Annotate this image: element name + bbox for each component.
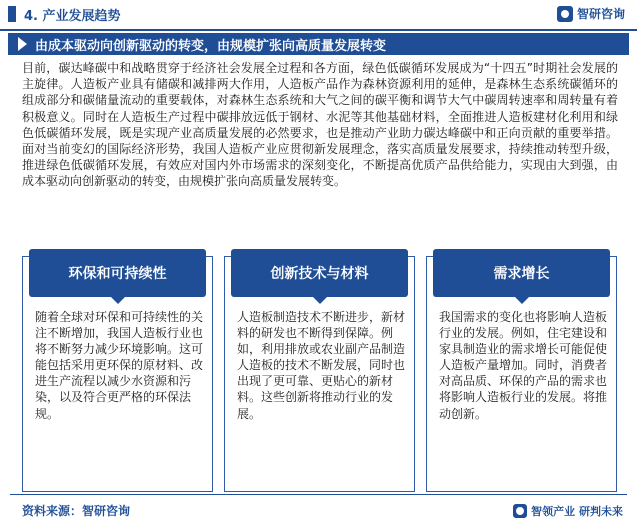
footer-divider (10, 494, 627, 495)
card-body: 随着全球对环保和可持续性的关注不断增加，我国人造板行业也将不断努力减少环境影响。这可能包括采用更环保的原材料、改进生产流程以减少水资源和污染，以及符合更严格的环保法规。 (35, 310, 204, 421)
brand-logo-icon (557, 6, 573, 22)
brand-logo-text: 智研咨询 (576, 7, 625, 21)
footer-slogan: 智领产业 研判未来 (531, 505, 623, 518)
chevron-right-icon (18, 37, 27, 51)
card-body: 人造板制造技术不断进步，新材料的研发也不断得到保障。例如，利用排放或农业副产品制造人造板的技术不断发展，同时也出现了更可靠、更贴心的新材料。这些创新将推动行业的发展。 (237, 310, 406, 421)
footer-logo (513, 503, 623, 519)
headline-banner (8, 33, 629, 55)
card-title-bar (433, 249, 610, 297)
card-title: 需求增长 (493, 266, 550, 282)
card-title-bar (231, 249, 408, 297)
footer-logo-icon (513, 504, 527, 518)
section-marker (8, 6, 16, 22)
trend-card-environment (22, 256, 213, 492)
source-note: 资料来源：智研咨询 (22, 504, 131, 518)
card-title: 创新技术与材料 (270, 266, 369, 282)
trend-card-innovation (224, 256, 415, 492)
headline-text: 由成本驱动向创新驱动的转变，由规模扩张向高质量发展转变 (35, 38, 387, 54)
card-body: 我国需求的变化也将影响人造板行业的发展。例如，住宅建设和家具制造业的需求增长可能促使人造板产量增加。同时，消费者对高品质、环保的产品的需求也将影响人造板行业的发展。将推动创新。 (439, 310, 608, 421)
section-title: 4. 产业发展趋势 (24, 9, 121, 24)
brand-logo (557, 5, 625, 22)
trend-card-demand (426, 256, 617, 492)
top-bar (0, 0, 637, 30)
header-divider (0, 29, 637, 31)
footer (0, 494, 637, 528)
card-title-bar (29, 249, 206, 297)
card-title: 环保和可持续性 (68, 266, 167, 282)
intro-paragraph: 目前，碳达峰碳中和战略贯穿于经济社会发展全过程和各方面，绿色低碳循环发展成为“十四五”时期社会发展的主旋律。人造板产业具有储碳和减排两大作用，人造板产品作为森林资源利用的延伸，是森林生态系统碳循环的组成部分和碳储量流动的重要载体，对森林生态系统和大气之间的碳平衡和调节大气中碳周转速率和周转量有着积极意义。同时在人造板生产过程中碳排放远低于钢材、水泥等其他基础材料，全面推进人造板建材化利用和绿色低碳循环发展，既是实现产业高质量发展的必然要求，也是推动产业助力碳达峰碳中和正向贡献的重要举措。面对当前变幻的国际经济形势，我国人造板产业应贯彻新发展理念，落实高质量发展要求，持续推动转型升级，推进绿色低碳循环发展，有效应对国内外市场需求的深刻变化，不断提高优质产品供给能力，实现由大到强，由成本驱动向创新驱动的转变，由规模扩张向高质量发展转变。 (22, 61, 618, 189)
